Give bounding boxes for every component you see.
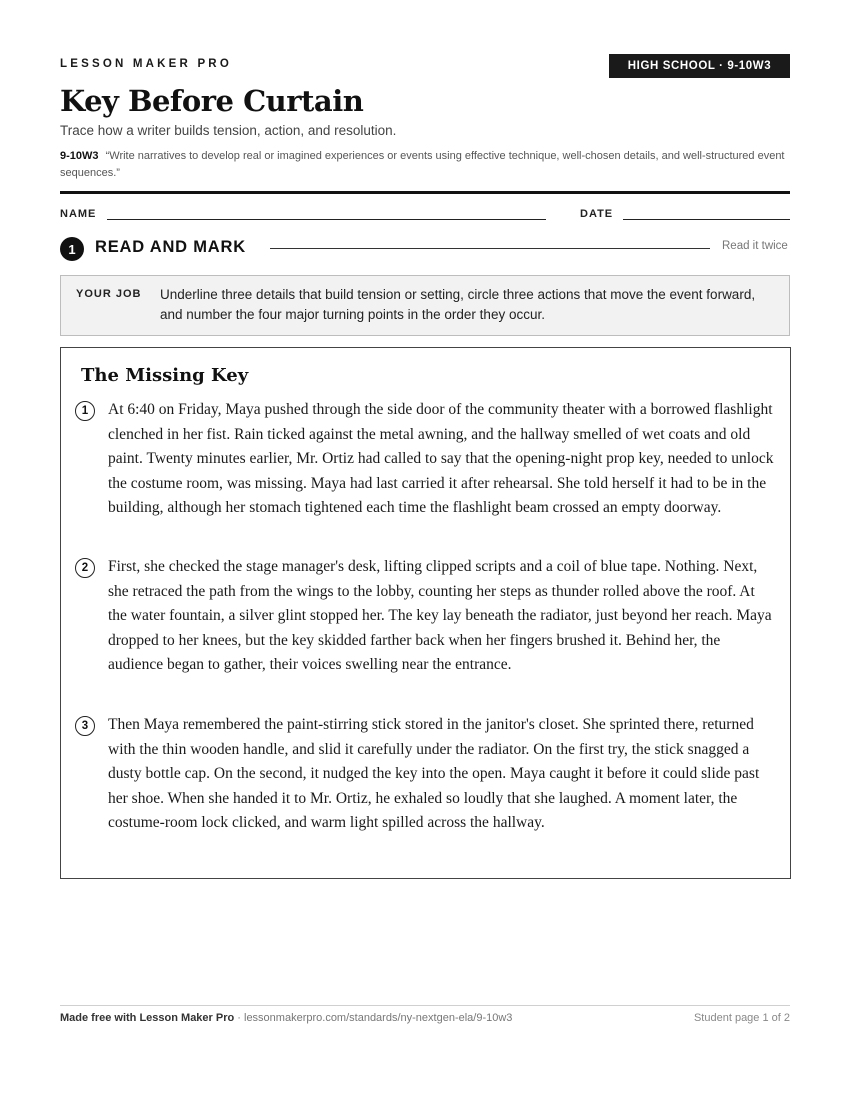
section-title: READ AND MARK (95, 238, 246, 256)
footer-page-info: Student page 1 of 2 (693, 1012, 790, 1024)
paragraph-number: 1 (75, 401, 95, 421)
job-box (60, 275, 790, 336)
name-line[interactable] (107, 219, 546, 220)
passage-title: The Missing Key (81, 365, 249, 386)
footer-url[interactable]: lessonmakerpro.com/standards/ny-nextgen-ela/9-10w3 (244, 1012, 513, 1024)
worksheet-subtitle: Trace how a writer builds tension, action, and resolution. (60, 123, 397, 138)
standard-text: “Write narratives to develop real or imagined experiences or events using effective technique, well-chosen details, and well-structured event sequences.” (60, 150, 785, 179)
footer-divider (60, 1005, 790, 1006)
level-badge: HIGH SCHOOL · 9-10W3 (609, 54, 790, 78)
passage-paragraph: Then Maya remembered the paint-stirring stick stored in the janitor's closet. She sprinted there, returned with the thin wooden handle, and slid it carefully under the radiator. On the first try, the stick snagged a dusty bottle cap. On the second, it nudged the key into the open. Maya caught it before it could slide past her shoe. When she handed it to Mr. Ortiz, he exhaled so loudly that she laughed. A moment later, the costume-room lock clicked, and warm light spilled across the hallway. (108, 716, 760, 832)
standard-code: 9-10W3 (60, 150, 99, 162)
brand-name: LESSON MAKER PRO (60, 58, 232, 70)
passage-paragraph: At 6:40 on Friday, Maya pushed through the side door of the community theater with a borrowed flashlight clenched in her fist. Rain ticked against the metal awning, and the hallway smelled of wet coats and old paint. Twenty minutes earlier, Mr. Ortiz had called to say that the opening-night prop key, needed to unlock the costume room, was missing. Maya had last carried it after rehearsal. She told herself it had to be in the building, although her stomach tightened each time the flashlight beam crossed an empty doorway. (108, 401, 774, 517)
job-instructions: Underline three details that build tension or setting, circle three actions that move the event forward, and number the four major turning points in the order they occur. (160, 287, 756, 322)
job-label: YOUR JOB (76, 288, 142, 300)
footer-made-with: Made free with Lesson Maker Pro (60, 1012, 235, 1024)
paragraph-number: 2 (75, 558, 95, 578)
date-label: DATE (580, 208, 614, 220)
passage-paragraph: First, she checked the stage manager's desk, lifting clipped scripts and a coil of blue tape. Nothing. Next, she retraced the path from the wings to the lobby, counting her steps as thunder rolled above the roof. At the water fountain, a silver glint stopped her. The key lay beneath the radiator, just beyond her reach. Maya dropped to her knees, but the key skidded farther back when her fingers brushed it. Behind her, the audience began to gather, their voices swelling near the entrance. (108, 558, 772, 674)
section-divider (270, 248, 710, 249)
date-line[interactable] (623, 219, 790, 220)
header-divider (60, 191, 790, 194)
passage-box (60, 347, 791, 879)
worksheet-title: Key Before Curtain (60, 84, 364, 118)
name-label: NAME (60, 208, 97, 220)
section-note: Read it twice (722, 240, 788, 252)
paragraph-number: 3 (75, 716, 95, 736)
section-number-badge: 1 (60, 237, 84, 261)
standard-statement (60, 148, 790, 182)
footer-credit: Made free with Lesson Maker Pro · lessonmakerpro.com/standards/ny-nextgen-ela/9-10w3 (60, 1012, 513, 1024)
